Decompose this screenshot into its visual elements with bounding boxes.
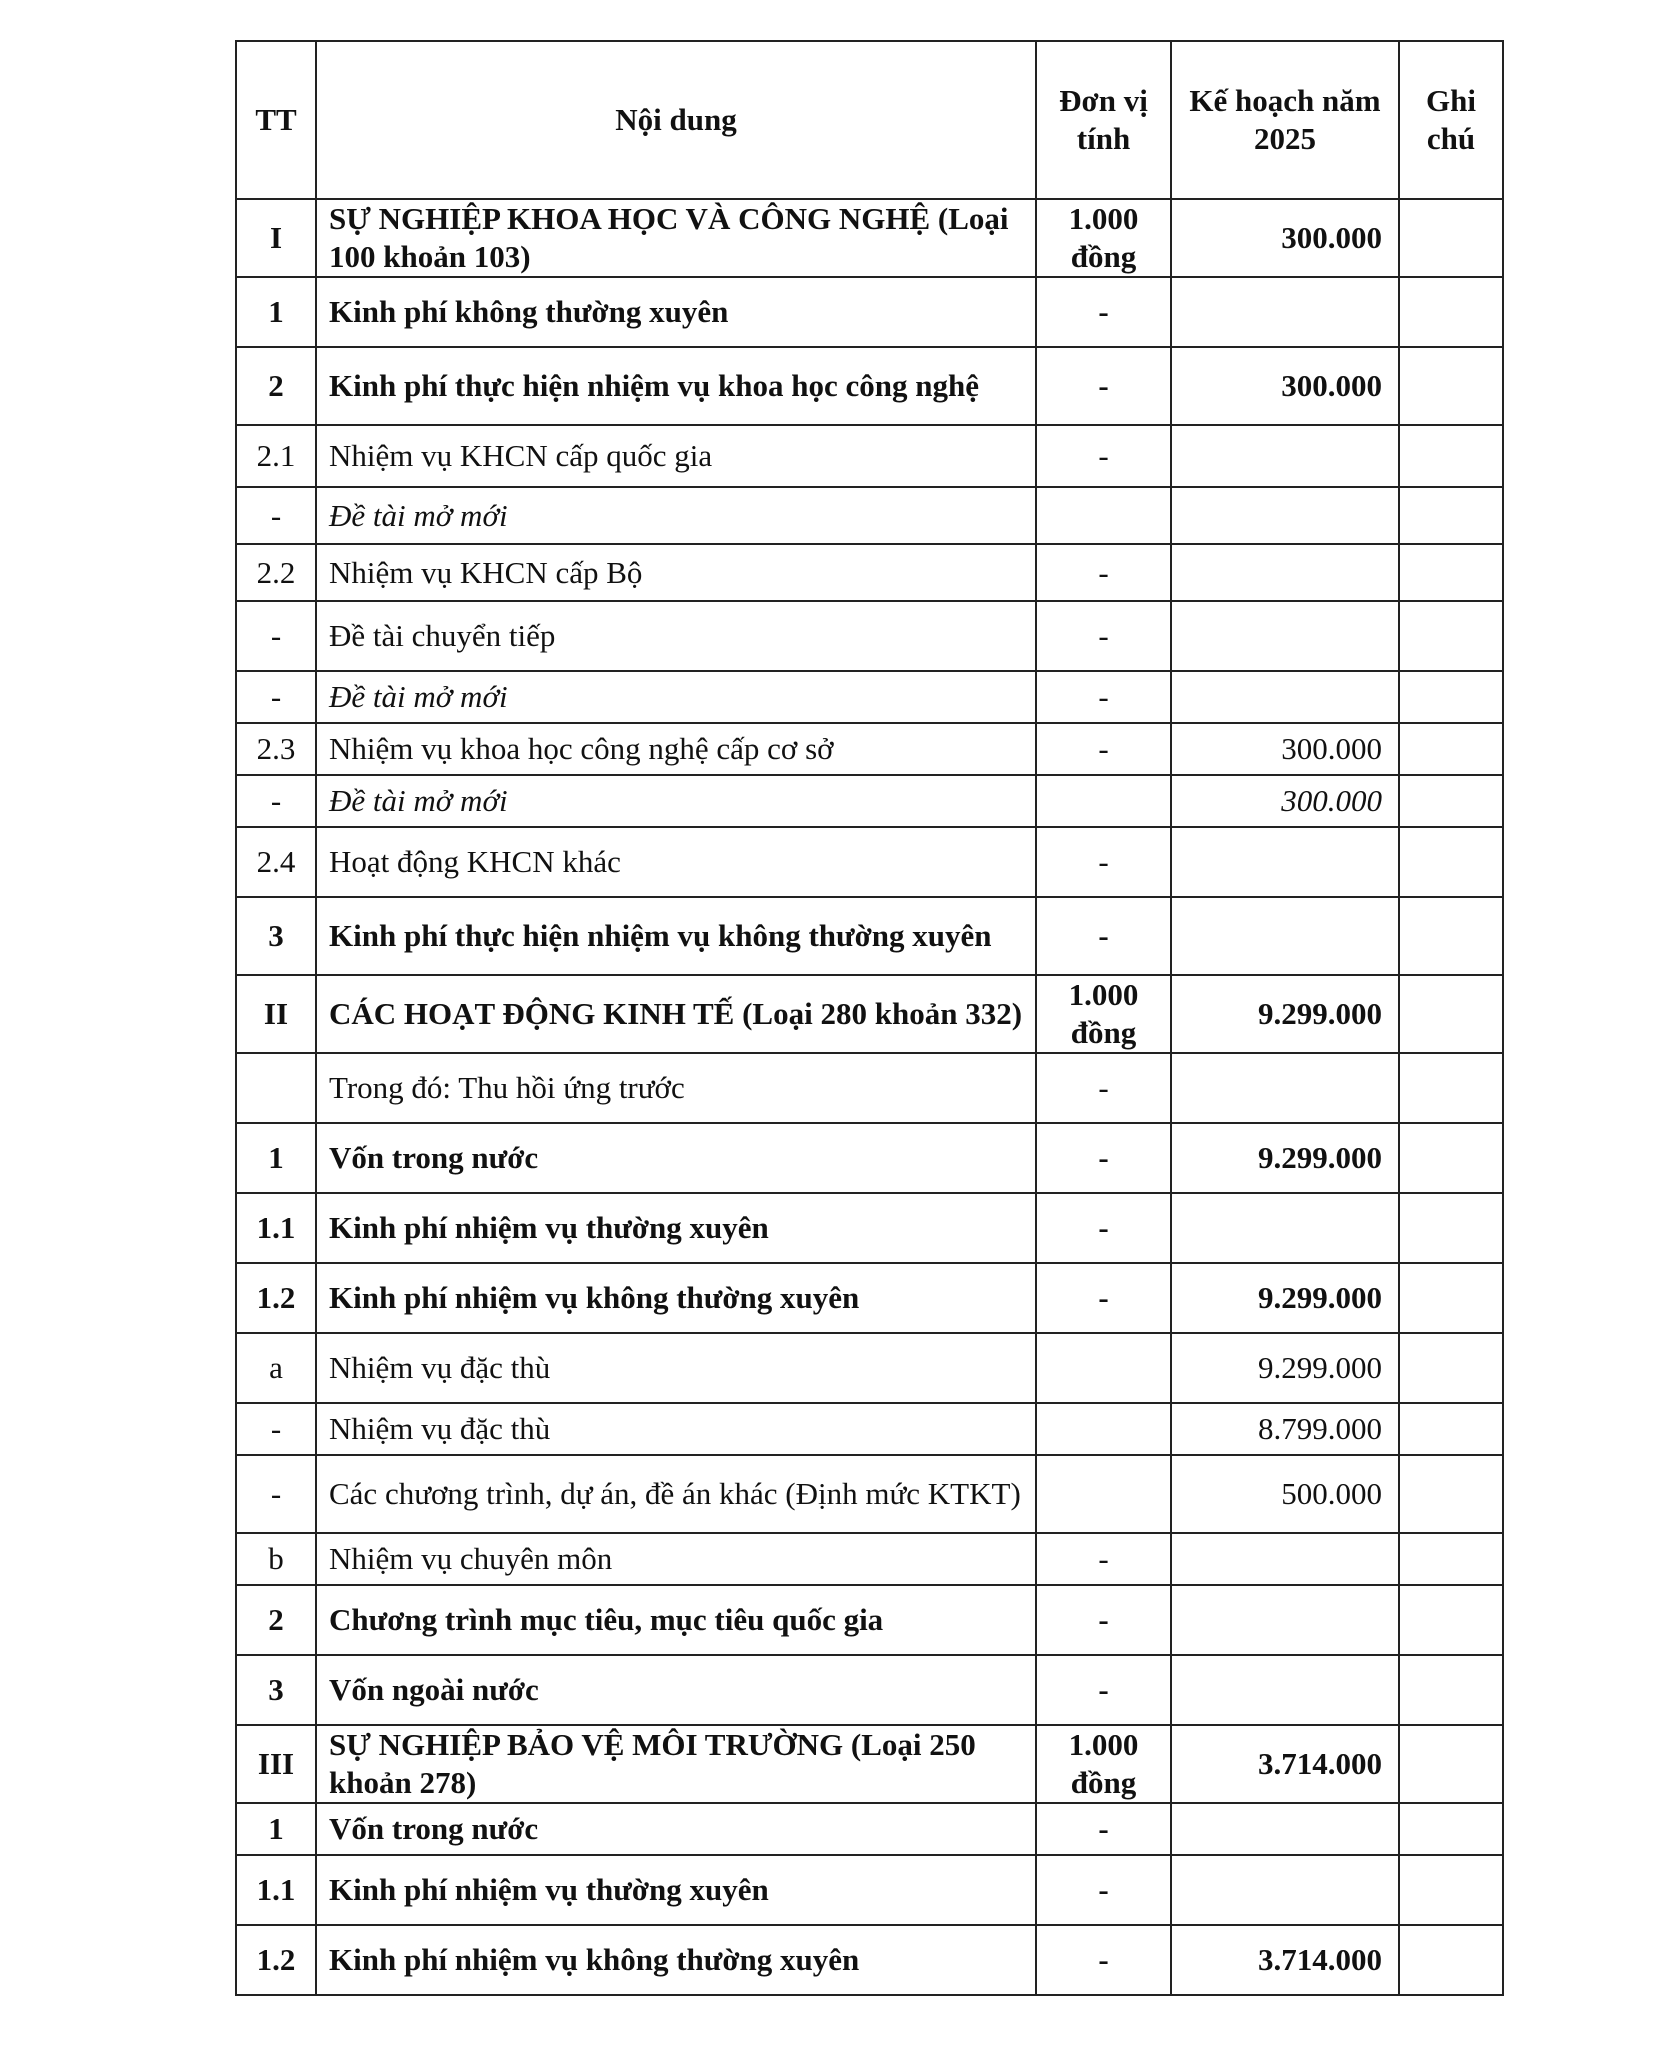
- row-number-cell: -: [236, 671, 316, 723]
- row-unit-cell: -: [1036, 1263, 1171, 1333]
- row-unit-cell: -: [1036, 1925, 1171, 1995]
- table-row: [236, 425, 1503, 487]
- row-note-cell: [1399, 1193, 1503, 1263]
- row-number-cell: 1: [236, 1123, 316, 1193]
- row-note-cell: [1399, 1533, 1503, 1585]
- row-note-cell: [1399, 775, 1503, 827]
- row-note-cell: [1399, 1803, 1503, 1855]
- row-note-cell: [1399, 1333, 1503, 1403]
- row-unit-cell: -: [1036, 1123, 1171, 1193]
- row-unit-cell: -: [1036, 671, 1171, 723]
- row-unit-cell: [1036, 487, 1171, 544]
- row-unit-cell: -: [1036, 1193, 1171, 1263]
- row-unit-cell: 1.000 đồng: [1036, 975, 1171, 1053]
- table-header-row: [236, 41, 1503, 199]
- table-row: [236, 1193, 1503, 1263]
- row-unit-cell: -: [1036, 1803, 1171, 1855]
- row-number-cell: a: [236, 1333, 316, 1403]
- row-content-cell: Kinh phí nhiệm vụ thường xuyên: [316, 1855, 1036, 1925]
- row-content-cell: CÁC HOẠT ĐỘNG KINH TẾ (Loại 280 khoản 332): [316, 975, 1036, 1053]
- table-row: [236, 1403, 1503, 1455]
- row-note-cell: [1399, 671, 1503, 723]
- row-content-cell: Nhiệm vụ KHCN cấp quốc gia: [316, 425, 1036, 487]
- header-plan: Kế hoạch năm 2025: [1171, 41, 1399, 199]
- row-plan-cell: 3.714.000: [1171, 1925, 1399, 1995]
- row-content-cell: Hoạt động KHCN khác: [316, 827, 1036, 897]
- table-row: [236, 1263, 1503, 1333]
- table-row: [236, 199, 1503, 277]
- row-content-cell: Kinh phí không thường xuyên: [316, 277, 1036, 347]
- row-number-cell: III: [236, 1725, 316, 1803]
- row-unit-cell: -: [1036, 277, 1171, 347]
- row-unit-cell: 1.000 đồng: [1036, 1725, 1171, 1803]
- table-body: [236, 199, 1503, 1995]
- row-unit-cell: -: [1036, 827, 1171, 897]
- row-number-cell: 2.2: [236, 544, 316, 601]
- row-number-cell: 1.1: [236, 1193, 316, 1263]
- row-plan-cell: [1171, 1193, 1399, 1263]
- table-row: [236, 601, 1503, 671]
- row-note-cell: [1399, 487, 1503, 544]
- row-plan-cell: [1171, 1803, 1399, 1855]
- row-content-cell: SỰ NGHIỆP BẢO VỆ MÔI TRƯỜNG (Loại 250 khoản 278): [316, 1725, 1036, 1803]
- row-content-cell: SỰ NGHIỆP KHOA HỌC VÀ CÔNG NGHỆ (Loại 100 khoản 103): [316, 199, 1036, 277]
- row-plan-cell: [1171, 897, 1399, 975]
- row-note-cell: [1399, 1123, 1503, 1193]
- row-unit-cell: -: [1036, 1053, 1171, 1123]
- row-number-cell: 1.2: [236, 1263, 316, 1333]
- table-row: [236, 671, 1503, 723]
- row-number-cell: 3: [236, 1655, 316, 1725]
- row-plan-cell: [1171, 1053, 1399, 1123]
- row-unit-cell: -: [1036, 544, 1171, 601]
- row-number-cell: II: [236, 975, 316, 1053]
- row-number-cell: -: [236, 1403, 316, 1455]
- table-row: [236, 487, 1503, 544]
- budget-table: [235, 40, 1504, 1996]
- row-number-cell: -: [236, 1455, 316, 1533]
- row-number-cell: 2: [236, 347, 316, 425]
- row-content-cell: Nhiệm vụ đặc thù: [316, 1403, 1036, 1455]
- row-unit-cell: [1036, 775, 1171, 827]
- row-plan-cell: 300.000: [1171, 199, 1399, 277]
- table-row: [236, 897, 1503, 975]
- header-content: Nội dung: [316, 41, 1036, 199]
- row-unit-cell: -: [1036, 1585, 1171, 1655]
- row-number-cell: -: [236, 487, 316, 544]
- row-content-cell: Kinh phí nhiệm vụ thường xuyên: [316, 1193, 1036, 1263]
- row-note-cell: [1399, 723, 1503, 775]
- table-row: [236, 1585, 1503, 1655]
- row-content-cell: Đề tài chuyển tiếp: [316, 601, 1036, 671]
- row-content-cell: Vốn trong nước: [316, 1803, 1036, 1855]
- row-number-cell: 2: [236, 1585, 316, 1655]
- row-content-cell: Nhiệm vụ đặc thù: [316, 1333, 1036, 1403]
- row-note-cell: [1399, 1263, 1503, 1333]
- row-content-cell: Nhiệm vụ khoa học công nghệ cấp cơ sở: [316, 723, 1036, 775]
- row-note-cell: [1399, 975, 1503, 1053]
- row-plan-cell: 3.714.000: [1171, 1725, 1399, 1803]
- row-plan-cell: [1171, 1533, 1399, 1585]
- header-tt: TT: [236, 41, 316, 199]
- row-plan-cell: 8.799.000: [1171, 1403, 1399, 1455]
- row-number-cell: -: [236, 601, 316, 671]
- row-content-cell: Đề tài mở mới: [316, 487, 1036, 544]
- row-number-cell: 1.1: [236, 1855, 316, 1925]
- row-note-cell: [1399, 199, 1503, 277]
- row-number-cell: 1: [236, 1803, 316, 1855]
- row-plan-cell: [1171, 1855, 1399, 1925]
- row-content-cell: Nhiệm vụ KHCN cấp Bộ: [316, 544, 1036, 601]
- row-content-cell: Đề tài mở mới: [316, 775, 1036, 827]
- row-note-cell: [1399, 425, 1503, 487]
- table-row: [236, 544, 1503, 601]
- table-row: [236, 1725, 1503, 1803]
- row-note-cell: [1399, 1585, 1503, 1655]
- table-row: [236, 775, 1503, 827]
- row-plan-cell: 9.299.000: [1171, 975, 1399, 1053]
- row-note-cell: [1399, 601, 1503, 671]
- row-unit-cell: -: [1036, 425, 1171, 487]
- row-plan-cell: [1171, 827, 1399, 897]
- row-note-cell: [1399, 347, 1503, 425]
- header-note: Ghi chú: [1399, 41, 1503, 199]
- row-content-cell: Kinh phí nhiệm vụ không thường xuyên: [316, 1263, 1036, 1333]
- row-content-cell: Đề tài mở mới: [316, 671, 1036, 723]
- table-row: [236, 827, 1503, 897]
- row-plan-cell: [1171, 487, 1399, 544]
- header-unit: Đơn vị tính: [1036, 41, 1171, 199]
- row-number-cell: [236, 1053, 316, 1123]
- row-plan-cell: [1171, 1655, 1399, 1725]
- row-number-cell: 3: [236, 897, 316, 975]
- row-plan-cell: [1171, 601, 1399, 671]
- row-number-cell: b: [236, 1533, 316, 1585]
- row-plan-cell: 300.000: [1171, 723, 1399, 775]
- row-number-cell: -: [236, 775, 316, 827]
- table-row: [236, 1803, 1503, 1855]
- row-content-cell: Kinh phí thực hiện nhiệm vụ khoa học công nghệ: [316, 347, 1036, 425]
- table-row: [236, 347, 1503, 425]
- row-unit-cell: -: [1036, 897, 1171, 975]
- row-note-cell: [1399, 277, 1503, 347]
- table-row: [236, 1455, 1503, 1533]
- table-row: [236, 1855, 1503, 1925]
- row-unit-cell: [1036, 1455, 1171, 1533]
- row-note-cell: [1399, 544, 1503, 601]
- row-content-cell: Vốn ngoài nước: [316, 1655, 1036, 1725]
- row-plan-cell: 9.299.000: [1171, 1333, 1399, 1403]
- row-number-cell: 1: [236, 277, 316, 347]
- row-plan-cell: 300.000: [1171, 775, 1399, 827]
- row-number-cell: I: [236, 199, 316, 277]
- row-plan-cell: [1171, 425, 1399, 487]
- row-number-cell: 2.1: [236, 425, 316, 487]
- row-unit-cell: -: [1036, 601, 1171, 671]
- row-unit-cell: -: [1036, 1855, 1171, 1925]
- row-note-cell: [1399, 1855, 1503, 1925]
- row-plan-cell: [1171, 1585, 1399, 1655]
- table-row: [236, 723, 1503, 775]
- table-row: [236, 1925, 1503, 1995]
- row-note-cell: [1399, 1925, 1503, 1995]
- row-content-cell: Kinh phí nhiệm vụ không thường xuyên: [316, 1925, 1036, 1995]
- table-row: [236, 277, 1503, 347]
- row-unit-cell: -: [1036, 723, 1171, 775]
- row-number-cell: 2.3: [236, 723, 316, 775]
- row-plan-cell: 500.000: [1171, 1455, 1399, 1533]
- table-row: [236, 1655, 1503, 1725]
- table-row: [236, 1533, 1503, 1585]
- row-note-cell: [1399, 827, 1503, 897]
- row-plan-cell: [1171, 671, 1399, 723]
- row-content-cell: Nhiệm vụ chuyên môn: [316, 1533, 1036, 1585]
- row-note-cell: [1399, 1725, 1503, 1803]
- table-row: [236, 975, 1503, 1053]
- row-number-cell: 1.2: [236, 1925, 316, 1995]
- row-content-cell: Kinh phí thực hiện nhiệm vụ không thường xuyên: [316, 897, 1036, 975]
- row-content-cell: Trong đó: Thu hồi ứng trước: [316, 1053, 1036, 1123]
- row-unit-cell: -: [1036, 347, 1171, 425]
- row-plan-cell: 9.299.000: [1171, 1123, 1399, 1193]
- table-row: [236, 1053, 1503, 1123]
- row-unit-cell: -: [1036, 1655, 1171, 1725]
- row-note-cell: [1399, 1053, 1503, 1123]
- row-note-cell: [1399, 1655, 1503, 1725]
- row-plan-cell: [1171, 277, 1399, 347]
- row-content-cell: Các chương trình, dự án, đề án khác (Định mức KTKT): [316, 1455, 1036, 1533]
- row-note-cell: [1399, 1403, 1503, 1455]
- table-row: [236, 1123, 1503, 1193]
- table-row: [236, 1333, 1503, 1403]
- row-content-cell: Vốn trong nước: [316, 1123, 1036, 1193]
- row-plan-cell: [1171, 544, 1399, 601]
- row-unit-cell: 1.000 đồng: [1036, 199, 1171, 277]
- row-content-cell: Chương trình mục tiêu, mục tiêu quốc gia: [316, 1585, 1036, 1655]
- row-unit-cell: [1036, 1333, 1171, 1403]
- row-plan-cell: 9.299.000: [1171, 1263, 1399, 1333]
- row-plan-cell: 300.000: [1171, 347, 1399, 425]
- row-note-cell: [1399, 897, 1503, 975]
- row-number-cell: 2.4: [236, 827, 316, 897]
- row-note-cell: [1399, 1455, 1503, 1533]
- row-unit-cell: -: [1036, 1533, 1171, 1585]
- row-unit-cell: [1036, 1403, 1171, 1455]
